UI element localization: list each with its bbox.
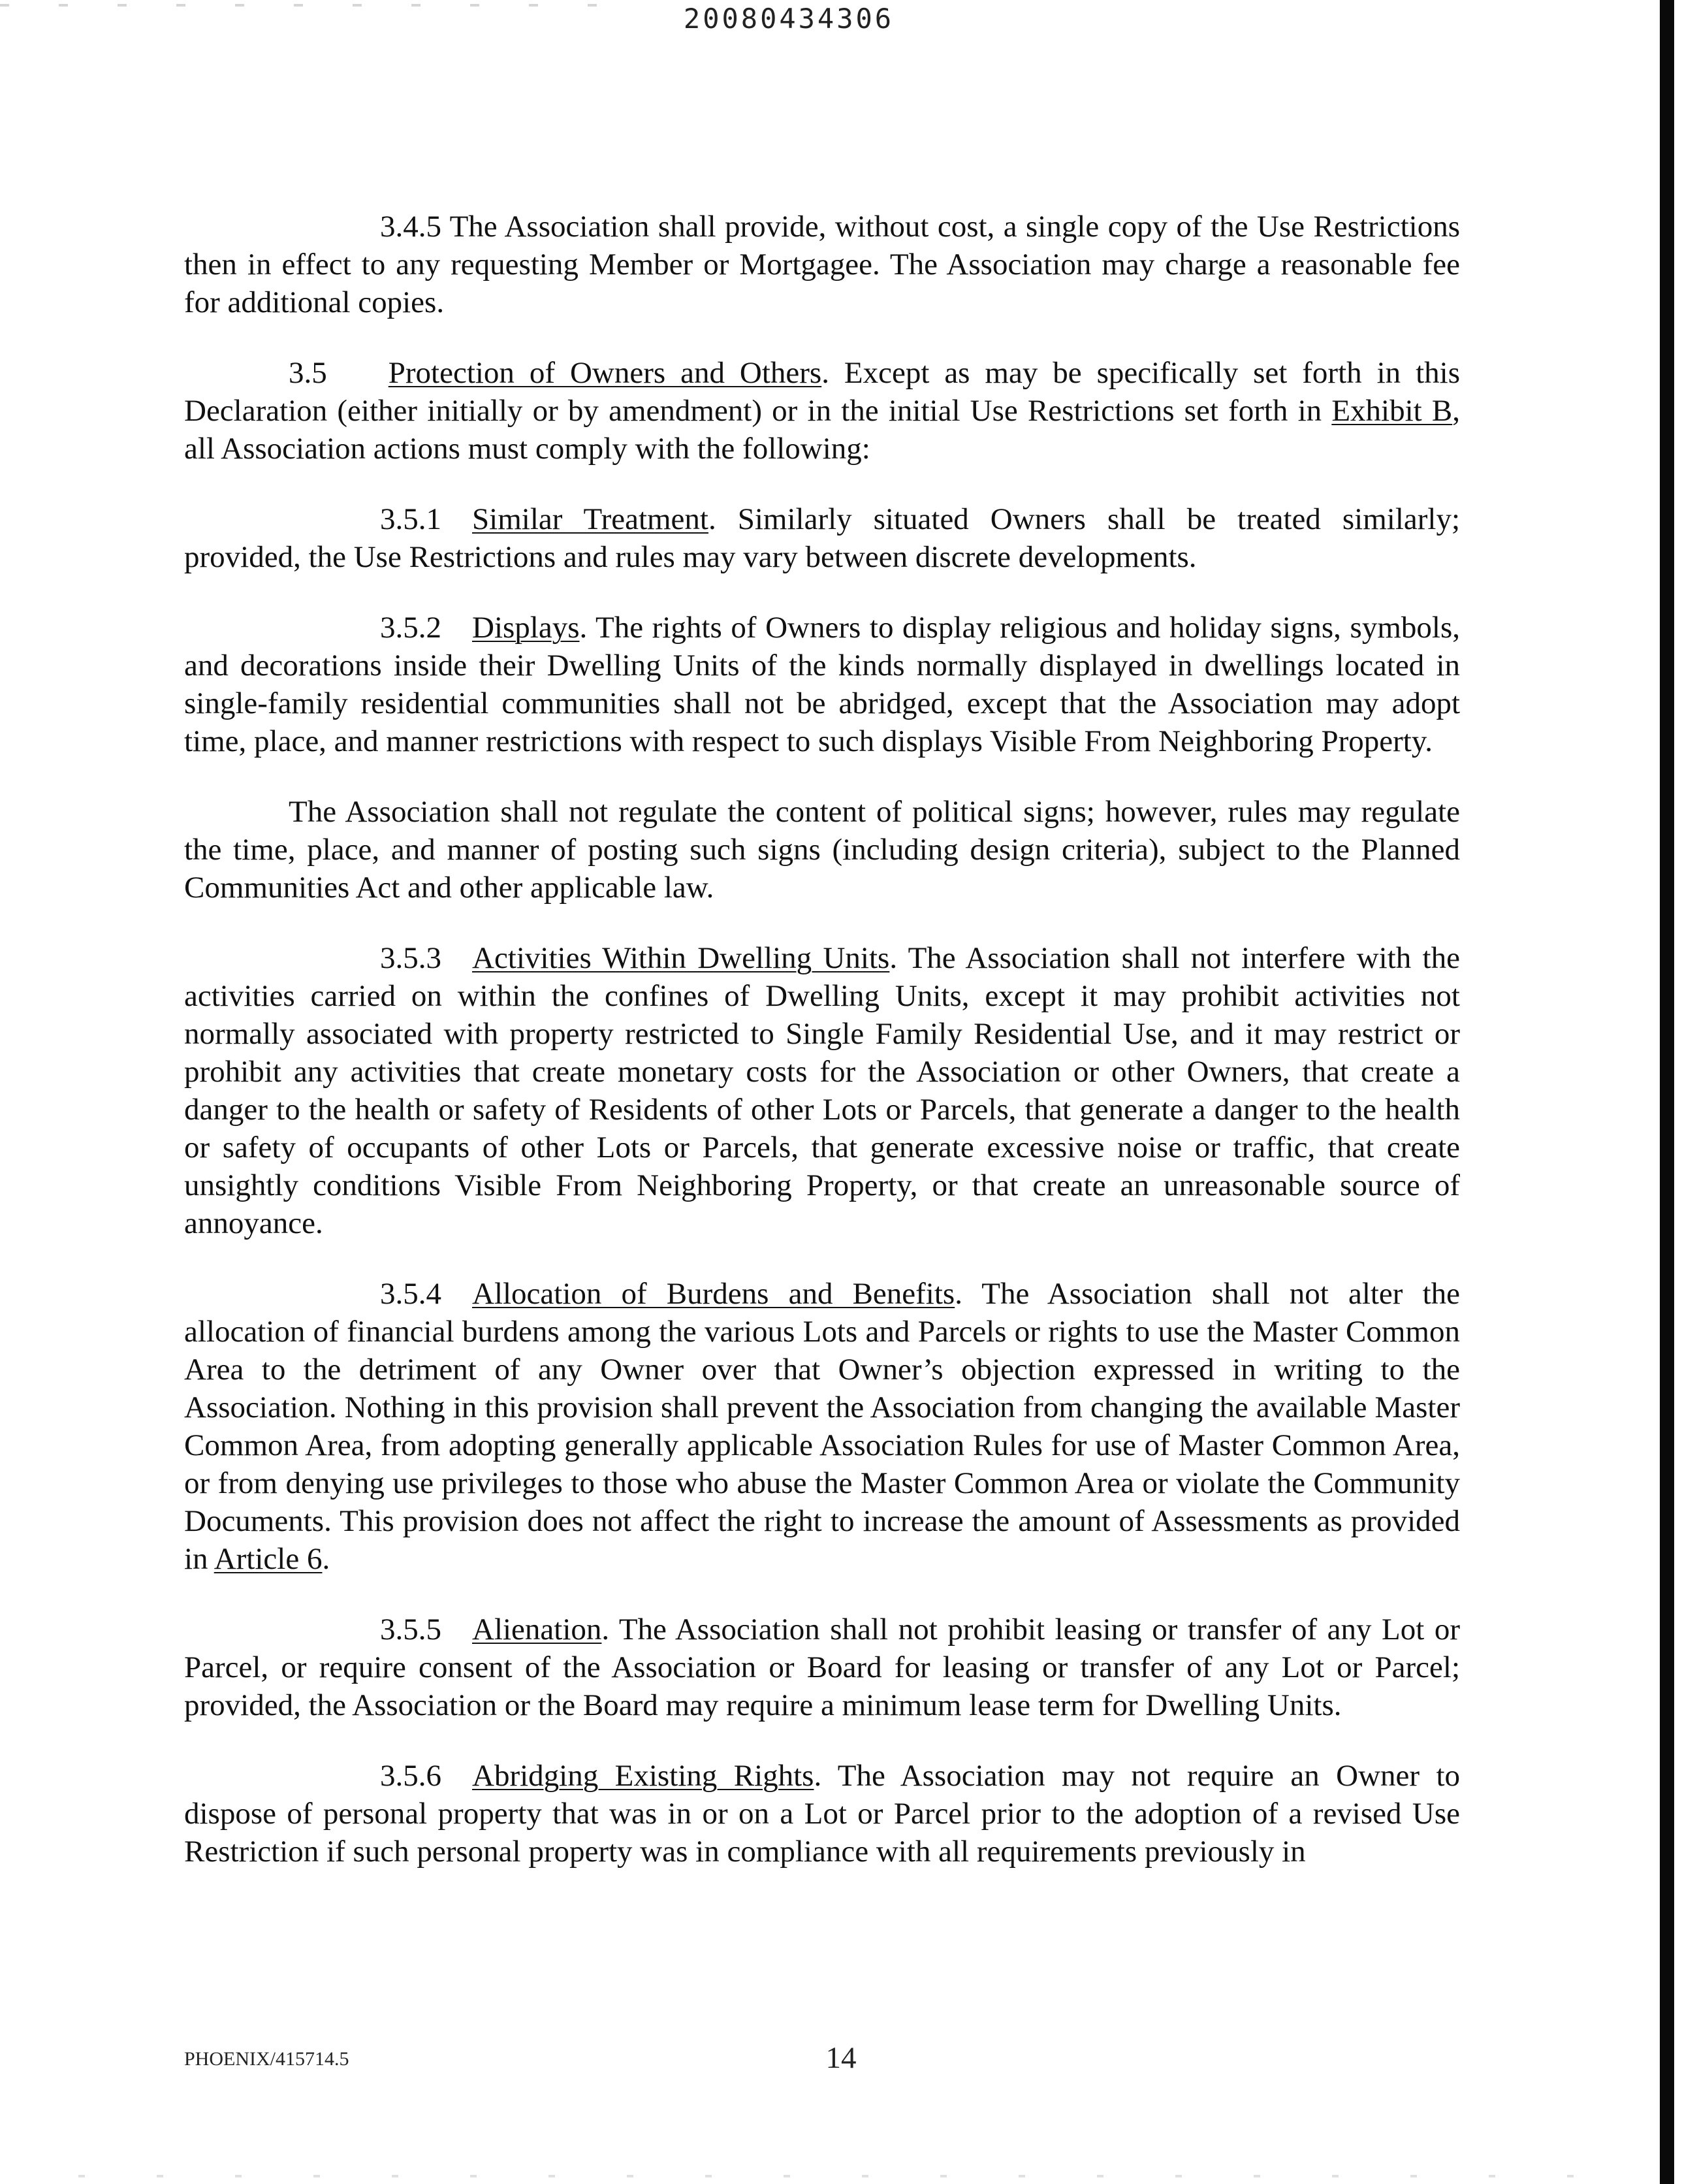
- section-heading: Protection of Owners and Others: [388, 356, 822, 390]
- section-number: 3.5: [289, 356, 327, 390]
- paragraph-3-5: [184, 354, 1460, 468]
- paragraph-3-5-2: [184, 609, 1460, 760]
- section-heading: Alienation: [472, 1613, 602, 1646]
- paragraph-3-4-5: [184, 208, 1460, 321]
- footer-document-id: PHOENIX/415714.5: [184, 2048, 349, 2070]
- section-heading: Similar Treatment: [472, 502, 708, 536]
- paragraph-text: The Association shall not regulate the content of political signs; however, rules may regulate the time, place, and manner of posting such signs (including design criteria), subject to the Planned Communities Act and other applicable law.: [184, 795, 1460, 905]
- paragraph-text: . The Association shall not prohibit leasing or transfer of any Lot or Parcel, or require consent of the Association or Board for leasing or transfer of any Lot or Parcel; provided, the Association or the Board may require a minimum lease term for Dwelling Units.: [184, 1613, 1460, 1722]
- document-body: [184, 208, 1460, 1903]
- paragraph-text: . Except as may be specifically set forth in this Declaration (either initially or by amendment) or in the initial Use Restrictions set forth in: [184, 356, 1460, 428]
- paragraph-3-5-3: [184, 939, 1460, 1242]
- paragraph-text: .: [322, 1542, 330, 1576]
- page-number: 14: [825, 2041, 857, 2075]
- paragraph-text: . The Association may not require an Owner to dispose of personal property that was in or on a Lot or Parcel prior to the adoption of a revised Use Restriction if such personal property was in compliance with all requirements previously in: [184, 1759, 1461, 1869]
- paragraph-3-5-6: [184, 1757, 1460, 1871]
- paragraph-3-5-4: [184, 1275, 1460, 1578]
- paragraph-text: . The Association shall not interfere with the activities carried on within the confines of Dwelling Units, except it may prohibit activities not normally associated with property restricted to Single Family Residential Use, and it may restrict or prohibit any activities that create monetary costs for the Association or other Owners, that create a danger to the health or safety of Residents of other Lots or Parcels, that generate a danger to the health or safety of occupants of other Lots or Parcels, that generate excessive noise or traffic, that create unsightly conditions Visible From Neighboring Property, or that create an unreasonable source of annoyance.: [184, 941, 1460, 1240]
- section-number: 3.5.3: [380, 941, 441, 975]
- scan-edge-bar: [1660, 0, 1674, 2184]
- section-heading: Allocation of Burdens and Benefits: [472, 1277, 955, 1311]
- section-number: 3.5.5: [380, 1613, 441, 1646]
- scan-artifact-bottom: [78, 2175, 1632, 2177]
- exhibit-reference: Exhibit B: [1331, 394, 1453, 428]
- section-heading: Displays: [472, 611, 580, 645]
- section-number: 3.5.2: [380, 611, 441, 645]
- recording-number: 20080434306: [683, 3, 895, 35]
- paragraph-text: 3.4.5 The Association shall provide, without cost, a single copy of the Use Restrictions then in effect to any requesting Member or Mortgagee. The Association may charge a reasonable fee for additional copies.: [184, 210, 1460, 319]
- article-reference: Article 6: [214, 1542, 323, 1576]
- paragraph-text: . Similarly situated Owners shall be treated similarly; provided, the Use Restrictions and rules may vary between discrete developments.: [184, 502, 1461, 574]
- paragraph-political-signs: [184, 793, 1460, 907]
- section-heading: Activities Within Dwelling Units: [472, 941, 890, 975]
- paragraph-text: . The Association shall not alter the allocation of financial burdens among the various Lots and Parcels or rights to use the Master Common Area to the detriment of any Owner over that Owner’s objection expressed in writing to the Association. Nothing in this provision shall prevent the Association from changing the available Master Common Area, from adopting generally applicable Association Rules for use of Master Common Area, or from denying use privileges to those who abuse the Master Common Area or violate the Community Documents. This provision does not affect the right to increase the amount of Assessments as provided in: [184, 1277, 1460, 1576]
- section-number: 3.5.4: [380, 1277, 441, 1311]
- section-number: 3.5.1: [380, 502, 441, 536]
- paragraph-text: , all Association actions must comply with the following:: [184, 394, 1460, 466]
- paragraph-3-5-5: [184, 1611, 1460, 1724]
- section-heading: Abridging Existing Rights: [472, 1759, 814, 1793]
- paragraph-text: . The rights of Owners to display religious and holiday signs, symbols, and decorations inside their Dwelling Units of the kinds normally displayed in dwellings located in single-family residential communities shall not be abridged, except that the Association may adopt time, place, and manner restrictions with respect to such displays Visible From Neighboring Property.: [184, 611, 1460, 758]
- section-number: 3.5.6: [380, 1759, 441, 1793]
- paragraph-3-5-1: [184, 500, 1460, 576]
